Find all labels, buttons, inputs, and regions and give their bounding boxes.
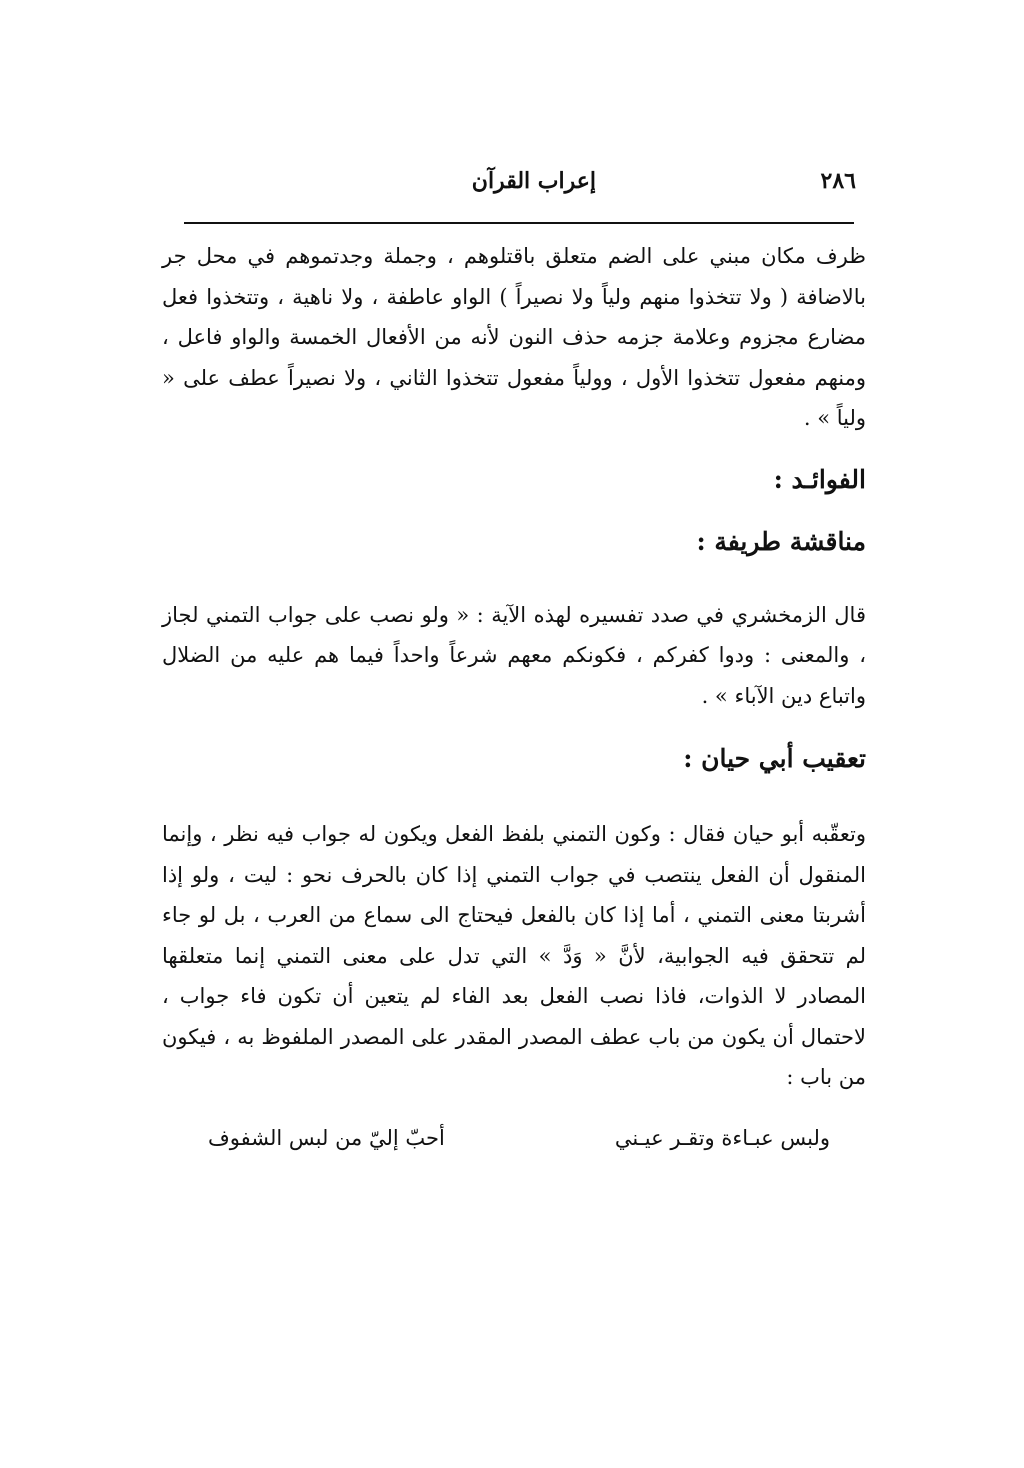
verse-first-hemistich: ولبس عبـاءة وتقـر عيـني bbox=[614, 1125, 830, 1150]
page bbox=[162, 168, 866, 1150]
page-number: ٢٨٦ bbox=[820, 168, 856, 194]
paragraph-zamakhshari: قال الزمخشري في صدد تفسيره لهذه الآية : « ولو نصب على جواب التمني لجاز ، والمعنى : ودوا كفركم ، فكونكم معهم شرعاً واحداً فيما هم عليه من الضلال واتباع دين الآباء » . bbox=[162, 602, 866, 708]
book-title: إعراب القرآن bbox=[471, 168, 596, 194]
heading-munaqasha: مناقشة طريفة : bbox=[696, 526, 866, 556]
paragraph-irab: ظرف مكان مبني على الضم متعلق باقتلوهم ، وجملة وجدتموهم في محل جر بالاضافة ( ولا تتخذوا منهم ولياً ولا نصيراً ) الواو عاطفة ، ولا ناهية ، وتتخذوا فعل مضارع مجزوم وعلامة جزمه حذف النون لأنه من الأفعال الخمسة والواو فاعل ، ومنهم مفعول تتخذوا الأول ، وولياً مفعول تتخذوا الثاني ، ولا نصيراً عطف على « ولياً » . bbox=[162, 244, 866, 430]
verse-second-hemistich: أحبّ إليّ من لبس الشفوف bbox=[208, 1125, 445, 1150]
header-rule bbox=[184, 222, 854, 224]
heading-fawaid: الفوائـد : bbox=[773, 464, 866, 494]
poetry-verse bbox=[162, 1126, 866, 1150]
page-header bbox=[162, 168, 866, 216]
heading-taqib: تعقيب أبي حيان : bbox=[683, 744, 866, 773]
paragraph-abu-hayyan: وتعقّبه أبو حيان فقال : وكون التمني بلفظ الفعل ويكون له جواب فيه نظر ، وإنما المنقول أن الفعل ينتصب في جواب التمني إذا كان بالحرف نحو : ليت ، ولو إذا أشربتا معنى التمني ، أما إذا كان بالفعل فيحتاج الى سماع من العرب ، بل لو جاء لم تتحقق فيه الجوابية، لأنَّ « وَدَّ » التي تدل على معنى التمني إنما متعلقها المصادر لا الذوات، فاذا نصب الفعل بعد الفاء لم يتعين أن تكون فاء جواب ، لاحتمال أن يكون من باب عطف المصدر المقدر على المصدر الملفوظ به ، فيكون من باب : bbox=[162, 822, 866, 1089]
